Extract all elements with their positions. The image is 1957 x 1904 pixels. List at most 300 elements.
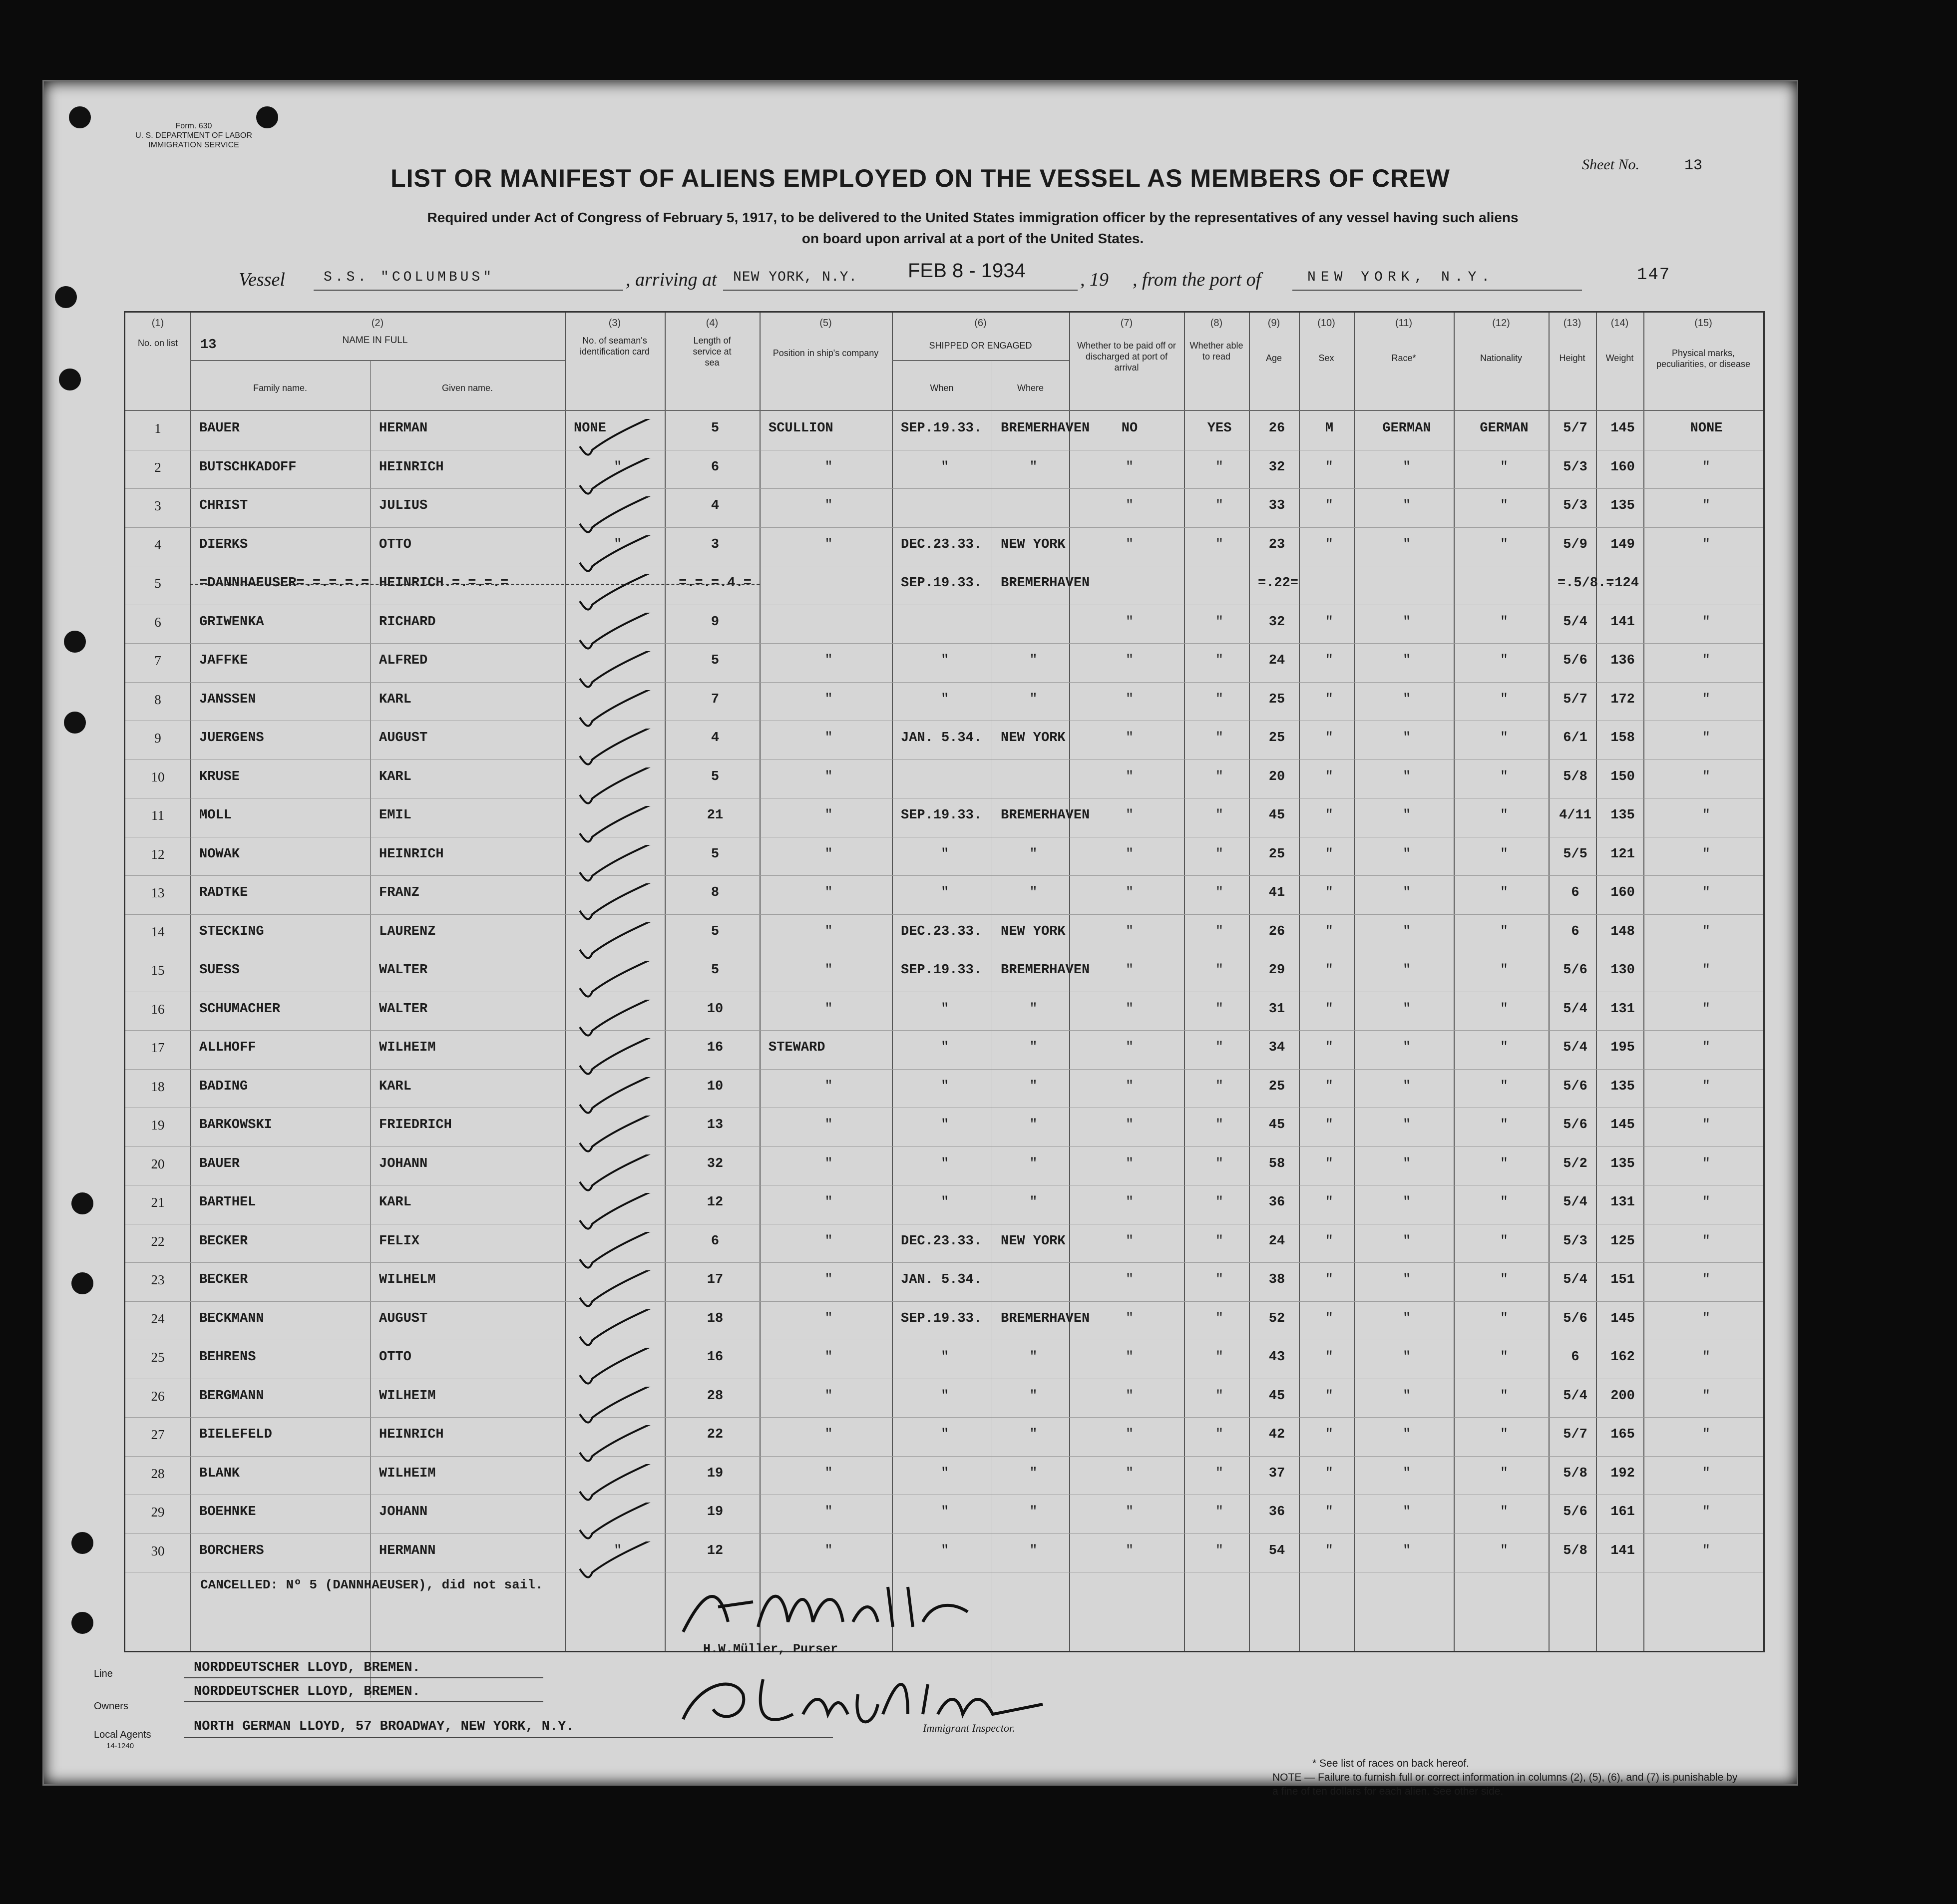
purser-signature bbox=[673, 1572, 983, 1642]
header-able-to-read: Whether able to read bbox=[1189, 341, 1243, 362]
cell-given: WILHEIM bbox=[379, 1388, 436, 1404]
cell-read: " bbox=[1215, 731, 1224, 746]
cell-race: " bbox=[1402, 846, 1411, 862]
cell-race: " bbox=[1402, 1195, 1411, 1210]
cell-no: 3 bbox=[154, 498, 161, 513]
cell-race: " bbox=[1402, 924, 1411, 939]
handwritten-check-mark bbox=[575, 1116, 670, 1155]
header-weight: Weight bbox=[1605, 353, 1634, 363]
cell-service: 5 bbox=[711, 924, 720, 939]
cell-height: 5/8 bbox=[1563, 769, 1587, 784]
cell-family: BLANK bbox=[199, 1466, 240, 1481]
cell-marks: " bbox=[1702, 1195, 1711, 1210]
cell-when: " bbox=[940, 1001, 949, 1017]
cell-marks: " bbox=[1702, 653, 1711, 668]
cell-where: " bbox=[1029, 1040, 1038, 1055]
cell-paid: " bbox=[1125, 1466, 1134, 1481]
cell-when: " bbox=[940, 1466, 949, 1481]
cell-where: NEW YORK bbox=[1001, 537, 1066, 552]
cell-service: 18 bbox=[707, 1311, 724, 1326]
cell-no: 20 bbox=[151, 1156, 165, 1171]
cell-marks: " bbox=[1702, 1272, 1711, 1287]
cell-family: BARKOWSKI bbox=[199, 1118, 272, 1133]
cell-where: BREMERHAVEN bbox=[1001, 963, 1090, 978]
column-number: (10) bbox=[1317, 318, 1335, 329]
cell-read: " bbox=[1215, 924, 1224, 939]
cell-given: FRIEDRICH bbox=[379, 1118, 452, 1133]
cell-paid: " bbox=[1125, 1040, 1134, 1055]
line-value: NORDDEUTSCHER LLOYD, BREMEN. bbox=[194, 1660, 420, 1675]
cell-where: " bbox=[1029, 885, 1038, 900]
cell-sex: " bbox=[1325, 614, 1334, 630]
cell-service: 12 bbox=[707, 1543, 724, 1558]
cell-sex: " bbox=[1325, 498, 1334, 513]
cell-marks: " bbox=[1702, 1388, 1711, 1404]
cell-service: 16 bbox=[707, 1350, 724, 1365]
cell-position: " bbox=[824, 498, 833, 513]
cell-weight: 151 bbox=[1610, 1272, 1635, 1287]
cell-height: 5/3 bbox=[1563, 498, 1587, 513]
handwritten-check-mark bbox=[575, 496, 670, 536]
cell-card: " bbox=[613, 1543, 622, 1558]
from-label: , from the port of bbox=[1133, 269, 1261, 290]
cell-given: JOHANN bbox=[379, 1505, 428, 1520]
cell-position: " bbox=[824, 1001, 833, 1017]
cell-sex: " bbox=[1325, 1388, 1334, 1404]
handwritten-check-mark bbox=[575, 419, 670, 459]
cell-read: " bbox=[1215, 846, 1224, 862]
cell-sex: " bbox=[1325, 1233, 1334, 1249]
cell-sex: " bbox=[1325, 1040, 1334, 1055]
cell-when: SEP.19.33. bbox=[901, 421, 982, 436]
cell-given: HERMAN bbox=[379, 421, 428, 436]
cell-given: HERMANN bbox=[379, 1543, 436, 1558]
cell-family: JUERGENS bbox=[199, 731, 264, 746]
cell-weight: 162 bbox=[1610, 1350, 1635, 1365]
cell-family: BUTSCHKADOFF bbox=[199, 459, 297, 475]
cell-where: BREMERHAVEN bbox=[1001, 421, 1090, 436]
cell-no: 14 bbox=[151, 924, 165, 939]
cell-no: 13 bbox=[151, 885, 165, 900]
cell-sex: " bbox=[1325, 769, 1334, 784]
cell-position: " bbox=[824, 1466, 833, 1481]
subtitle-line-1: Required under Act of Congress of February 5, 1917, to be delivered to the United States immigration officer by the representatives of any vessel having such aliens bbox=[427, 210, 1519, 225]
cell-nat: " bbox=[1500, 846, 1509, 862]
cell-when: " bbox=[940, 1195, 949, 1210]
cell-family: MOLL bbox=[199, 808, 232, 823]
races-note: * See list of races on back hereof. bbox=[1312, 1758, 1470, 1769]
column-divider bbox=[1643, 313, 1644, 1651]
cell-position: " bbox=[824, 885, 833, 900]
cell-family: CHRIST bbox=[199, 498, 248, 513]
cell-where: " bbox=[1029, 459, 1038, 475]
cell-service: 4 bbox=[711, 731, 720, 746]
cell-age: 42 bbox=[1268, 1427, 1285, 1442]
column-divider bbox=[370, 360, 371, 1698]
column-divider bbox=[760, 313, 761, 1651]
cell-given: WALTER bbox=[379, 1001, 428, 1017]
row-rule bbox=[125, 488, 1763, 489]
header-paid-off: Whether to be paid off or discharged at port of arrival bbox=[1077, 341, 1176, 373]
cell-age: 45 bbox=[1268, 1388, 1285, 1404]
punch-hole bbox=[59, 369, 81, 390]
cell-where: " bbox=[1029, 846, 1038, 862]
cell-height: 5/7 bbox=[1563, 692, 1587, 707]
cell-read: " bbox=[1215, 808, 1224, 823]
column-number: (4) bbox=[706, 318, 719, 329]
cell-family: BEHRENS bbox=[199, 1350, 256, 1365]
footer-notes bbox=[1272, 1757, 1742, 1799]
manifest-sheet bbox=[42, 80, 1798, 1797]
cell-nat: " bbox=[1500, 1311, 1509, 1326]
cell-given: KARL bbox=[379, 692, 411, 707]
cell-where: BREMERHAVEN bbox=[1001, 576, 1090, 591]
cell-sex: " bbox=[1325, 1079, 1334, 1094]
cell-read: " bbox=[1215, 769, 1224, 784]
cell-where: NEW YORK bbox=[1001, 1233, 1066, 1249]
cell-no: 30 bbox=[151, 1543, 165, 1558]
cell-family: BARTHEL bbox=[199, 1195, 256, 1210]
cell-marks: " bbox=[1702, 1156, 1711, 1171]
cell-service: 28 bbox=[707, 1388, 724, 1404]
row-rule bbox=[125, 682, 1763, 683]
cell-sex: M bbox=[1325, 421, 1334, 436]
cell-no: 18 bbox=[151, 1079, 165, 1094]
punch-hole bbox=[64, 712, 86, 734]
cell-weight: 135 bbox=[1610, 808, 1635, 823]
cell-position: " bbox=[824, 808, 833, 823]
cell-card: " bbox=[613, 537, 622, 552]
cell-read: " bbox=[1215, 459, 1224, 475]
cell-paid: " bbox=[1125, 885, 1134, 900]
cell-when: " bbox=[940, 692, 949, 707]
cell-position: " bbox=[824, 459, 833, 475]
cell-read: " bbox=[1215, 1233, 1224, 1249]
cell-height: 5/8 bbox=[1563, 1543, 1587, 1558]
punch-hole bbox=[64, 631, 86, 653]
cell-nat: GERMAN bbox=[1480, 421, 1529, 436]
cell-when: DEC.23.33. bbox=[901, 924, 982, 939]
column-divider bbox=[1354, 313, 1355, 1651]
cell-family: SCHUMACHER bbox=[199, 1001, 281, 1017]
cell-nat: " bbox=[1500, 653, 1509, 668]
handwritten-check-mark bbox=[575, 806, 670, 846]
cell-where: " bbox=[1029, 1505, 1038, 1520]
cell-service: 32 bbox=[707, 1156, 724, 1171]
cell-marks: " bbox=[1702, 1040, 1711, 1055]
cell-paid: " bbox=[1125, 498, 1134, 513]
cell-family: BIELEFELD bbox=[199, 1427, 272, 1442]
row-rule bbox=[125, 1456, 1763, 1457]
cell-read: " bbox=[1215, 1195, 1224, 1210]
cell-nat: " bbox=[1500, 963, 1509, 978]
handwritten-check-mark bbox=[575, 1464, 670, 1504]
purser-name: H.W.Müller, Purser bbox=[703, 1642, 838, 1656]
cell-marks: " bbox=[1702, 1350, 1711, 1365]
cell-paid: " bbox=[1125, 614, 1134, 630]
cell-height: 5/4 bbox=[1563, 1272, 1587, 1287]
cell-family: BERGMANN bbox=[199, 1388, 264, 1404]
cell-race: " bbox=[1402, 653, 1411, 668]
cell-nat: " bbox=[1500, 498, 1509, 513]
cell-height: 5/6 bbox=[1563, 1118, 1587, 1133]
cell-weight: 131 bbox=[1610, 1001, 1635, 1017]
header-no-on-list: No. on list bbox=[137, 338, 178, 348]
cell-position: " bbox=[824, 1388, 833, 1404]
cell-paid: " bbox=[1125, 1311, 1134, 1326]
inspector-signature bbox=[663, 1664, 1063, 1734]
header-id-card: No. of seaman's identification card bbox=[579, 336, 650, 357]
cell-service: 8 bbox=[711, 885, 720, 900]
cell-position: " bbox=[824, 1505, 833, 1520]
header-shipped-or-engaged: SHIPPED OR ENGAGED bbox=[929, 341, 1032, 351]
column-number: (2) bbox=[371, 318, 384, 329]
cell-family: STECKING bbox=[199, 924, 264, 939]
row-rule bbox=[125, 1030, 1763, 1031]
column-number: (6) bbox=[974, 318, 987, 329]
header-length-of-service: Length of service at sea bbox=[693, 336, 732, 368]
cell-nat: " bbox=[1500, 1040, 1509, 1055]
cell-when: DEC.23.33. bbox=[901, 537, 982, 552]
cell-position: " bbox=[824, 769, 833, 784]
cell-sex: " bbox=[1325, 1466, 1334, 1481]
cell-weight: 150 bbox=[1610, 769, 1635, 784]
cell-read: " bbox=[1215, 1350, 1224, 1365]
cell-given: WILHEIM bbox=[379, 1040, 436, 1055]
cell-read: " bbox=[1215, 1466, 1224, 1481]
cell-marks: " bbox=[1702, 692, 1711, 707]
punch-hole bbox=[71, 1532, 93, 1554]
cell-paid: " bbox=[1125, 1233, 1134, 1249]
cell-sex: " bbox=[1325, 653, 1334, 668]
column-divider bbox=[1184, 313, 1185, 1651]
cell-read: " bbox=[1215, 498, 1224, 513]
cell-weight: 136 bbox=[1610, 653, 1635, 668]
cell-age: 32 bbox=[1268, 459, 1285, 475]
cell-when: JAN. 5.34. bbox=[901, 731, 982, 746]
column-divider bbox=[1596, 313, 1597, 1651]
sheet-value: 13 bbox=[1684, 157, 1702, 174]
column-divider bbox=[565, 313, 566, 1651]
header-when: When bbox=[930, 383, 954, 393]
cell-position: " bbox=[824, 692, 833, 707]
cell-sex: " bbox=[1325, 924, 1334, 939]
cell-sex: " bbox=[1325, 1272, 1334, 1287]
from-port: NEW YORK, N.Y. bbox=[1307, 270, 1495, 285]
cell-marks: " bbox=[1702, 498, 1711, 513]
cell-no: 5 bbox=[154, 576, 161, 591]
cell-read: " bbox=[1215, 1311, 1224, 1326]
cell-race: GERMAN bbox=[1382, 421, 1431, 436]
header-name-in-full: NAME IN FULL bbox=[342, 335, 408, 346]
cell-given: EMIL bbox=[379, 808, 411, 823]
cell-family: SUESS bbox=[199, 963, 240, 978]
header-nationality: Nationality bbox=[1480, 353, 1523, 363]
cell-when: SEP.19.33. bbox=[901, 576, 982, 591]
cell-no: 8 bbox=[154, 692, 161, 707]
cell-sex: " bbox=[1325, 1543, 1334, 1558]
cell-weight: 145 bbox=[1610, 1311, 1635, 1326]
row-rule bbox=[125, 1146, 1763, 1147]
cell-height: 5/4 bbox=[1563, 1388, 1587, 1404]
column-number: (1) bbox=[151, 318, 164, 329]
cell-sex: " bbox=[1325, 459, 1334, 475]
cell-given: WILHEIM bbox=[379, 1466, 436, 1481]
punch-hole bbox=[71, 1272, 93, 1294]
column-number: (12) bbox=[1492, 318, 1510, 329]
subtitle-line-2: on board upon arrival at a port of the United States. bbox=[801, 231, 1144, 246]
handwritten-check-mark bbox=[575, 690, 670, 730]
cell-nat: " bbox=[1500, 731, 1509, 746]
column-divider bbox=[1454, 313, 1455, 1651]
cell-position: " bbox=[824, 846, 833, 862]
column-divider bbox=[1249, 313, 1250, 1651]
column-number: (13) bbox=[1563, 318, 1581, 329]
row-rule bbox=[125, 1533, 1763, 1534]
header-where: Where bbox=[1017, 383, 1044, 393]
column-divider bbox=[1069, 313, 1070, 1651]
cell-when: " bbox=[940, 1350, 949, 1365]
cell-no: 27 bbox=[151, 1427, 165, 1442]
cell-when: " bbox=[940, 846, 949, 862]
cell-no: 11 bbox=[151, 808, 164, 823]
cell-marks: " bbox=[1702, 924, 1711, 939]
cell-nat: " bbox=[1500, 1388, 1509, 1404]
cell-service: 12 bbox=[707, 1195, 724, 1210]
cell-service: 5 bbox=[711, 846, 720, 862]
cell-read: " bbox=[1215, 963, 1224, 978]
cell-nat: " bbox=[1500, 1079, 1509, 1094]
cell-when: " bbox=[940, 885, 949, 900]
row-rule bbox=[125, 1301, 1763, 1302]
cell-paid: " bbox=[1125, 1079, 1134, 1094]
cell-paid: NO bbox=[1121, 421, 1138, 436]
cell-position: " bbox=[824, 653, 833, 668]
cell-race: " bbox=[1402, 1040, 1411, 1055]
handwritten-check-mark bbox=[575, 535, 670, 575]
cell-sex: " bbox=[1325, 1350, 1334, 1365]
cell-paid: " bbox=[1125, 1543, 1134, 1558]
cell-race: " bbox=[1402, 537, 1411, 552]
cell-race: " bbox=[1402, 1311, 1411, 1326]
cell-height: 6 bbox=[1571, 885, 1579, 900]
cell-sex: " bbox=[1325, 1427, 1334, 1442]
cell-age: 20 bbox=[1268, 769, 1285, 784]
cell-no: 22 bbox=[151, 1233, 165, 1249]
cell-age: 24 bbox=[1268, 1233, 1285, 1249]
cell-position: " bbox=[824, 1079, 833, 1094]
cell-race: " bbox=[1402, 1466, 1411, 1481]
cell-sex: " bbox=[1325, 846, 1334, 862]
cell-marks: " bbox=[1702, 1505, 1711, 1520]
cell-weight: 160 bbox=[1610, 459, 1635, 475]
cell-marks: " bbox=[1702, 1079, 1711, 1094]
cell-paid: " bbox=[1125, 1505, 1134, 1520]
cell-no: 15 bbox=[151, 963, 165, 978]
cell-paid: " bbox=[1125, 924, 1134, 939]
cell-age: 45 bbox=[1268, 1118, 1285, 1133]
cell-when: " bbox=[940, 1388, 949, 1404]
cell-height: 5/7 bbox=[1563, 1427, 1587, 1442]
header-age: Age bbox=[1265, 353, 1282, 363]
cell-family: ALLHOFF bbox=[199, 1040, 256, 1055]
cell-age: 26 bbox=[1268, 924, 1285, 939]
cell-no: 1 bbox=[154, 421, 161, 436]
cell-weight: 165 bbox=[1610, 1427, 1635, 1442]
cell-sex: " bbox=[1325, 1311, 1334, 1326]
cell-age: 26 bbox=[1268, 421, 1285, 436]
owners-value: NORDDEUTSCHER LLOYD, BREMEN. bbox=[194, 1684, 420, 1699]
row-rule bbox=[125, 1069, 1763, 1070]
cell-where: " bbox=[1029, 1350, 1038, 1365]
cell-weight: 141 bbox=[1610, 1543, 1635, 1558]
cell-age: 25 bbox=[1268, 692, 1285, 707]
cell-service: 6 bbox=[711, 1233, 720, 1249]
cell-when: " bbox=[940, 1079, 949, 1094]
cell-position: " bbox=[824, 963, 833, 978]
cell-weight: 135 bbox=[1610, 498, 1635, 513]
cell-nat: " bbox=[1500, 1233, 1509, 1249]
cell-race: " bbox=[1402, 1272, 1411, 1287]
cell-when: " bbox=[940, 1505, 949, 1520]
cell-nat: " bbox=[1500, 1505, 1509, 1520]
cell-family: BECKER bbox=[199, 1233, 248, 1249]
handwritten-check-mark bbox=[575, 1309, 670, 1349]
year-label: , 19 bbox=[1080, 269, 1109, 290]
cell-marks: " bbox=[1702, 1001, 1711, 1017]
cell-given: OTTO bbox=[379, 1350, 411, 1365]
department: U. S. DEPARTMENT OF LABOR bbox=[135, 131, 252, 140]
cell-weight: 145 bbox=[1610, 421, 1635, 436]
cell-position: " bbox=[824, 1543, 833, 1558]
cell-read: " bbox=[1215, 1040, 1224, 1055]
header-race: Race* bbox=[1391, 353, 1416, 363]
cell-height: 5/5 bbox=[1563, 846, 1587, 862]
cell-position: " bbox=[824, 1195, 833, 1210]
cell-card: " bbox=[613, 459, 622, 475]
cell-marks: " bbox=[1702, 537, 1711, 552]
cell-paid: " bbox=[1125, 459, 1134, 475]
cell-paid: " bbox=[1125, 808, 1134, 823]
column-number: (7) bbox=[1120, 318, 1133, 329]
handwritten-check-mark bbox=[575, 767, 670, 807]
cell-height: 5/9 bbox=[1563, 537, 1587, 552]
cell-race: " bbox=[1402, 1543, 1411, 1558]
cell-service: 21 bbox=[707, 808, 724, 823]
punch-hole bbox=[71, 1192, 93, 1214]
cell-no: 2 bbox=[154, 459, 161, 475]
handwritten-check-mark bbox=[575, 1038, 670, 1078]
cell-height: 5/3 bbox=[1563, 1233, 1587, 1249]
cell-no: 24 bbox=[151, 1311, 165, 1326]
cancelled-strike bbox=[190, 584, 760, 585]
cell-given: LAURENZ bbox=[379, 924, 436, 939]
cell-given: HEINRICH bbox=[379, 846, 444, 862]
cell-marks: " bbox=[1702, 963, 1711, 978]
cell-age: 38 bbox=[1268, 1272, 1285, 1287]
cell-read: " bbox=[1215, 885, 1224, 900]
cell-given: FRANZ bbox=[379, 885, 420, 900]
cell-race: " bbox=[1402, 885, 1411, 900]
cell-paid: " bbox=[1125, 537, 1134, 552]
cell-read: " bbox=[1215, 614, 1224, 630]
column-divider bbox=[1299, 313, 1300, 1651]
cell-age: 34 bbox=[1268, 1040, 1285, 1055]
cell-age: 25 bbox=[1268, 731, 1285, 746]
cell-when: " bbox=[940, 653, 949, 668]
cell-family: BORCHERS bbox=[199, 1543, 264, 1558]
cell-where: " bbox=[1029, 1118, 1038, 1133]
